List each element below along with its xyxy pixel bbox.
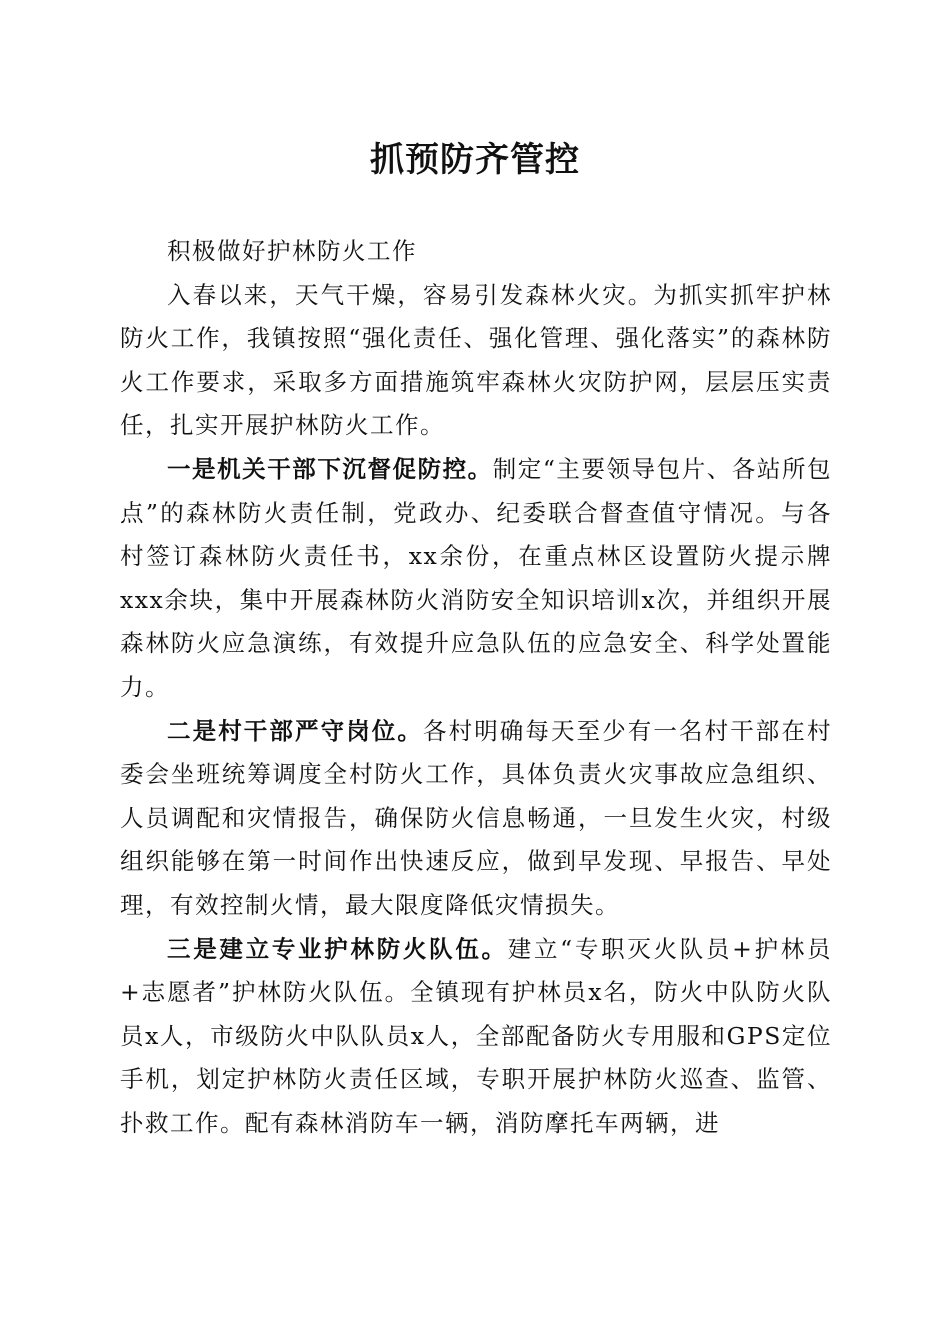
document-title: 抓预防齐管控 bbox=[370, 140, 580, 180]
section-lead-1: 一是机关干部下沉督促防控。 bbox=[167, 454, 493, 483]
section-lead-3: 三是建立专业护林防火队伍。 bbox=[167, 934, 508, 963]
section-text-3: 建立“专职灭火队员+护林员+志愿者”护林防火队伍。全镇现有护林员x名，防火中队防火队员x人，市级防火中队队员x人，全部配备防火专用服和GPS定位手机，划定护林防火责任区域，专职开展护林防火巡查、监管、扑救工作。配有森林消防车一辆，消防摩托车两辆，进 bbox=[120, 934, 832, 1137]
subtitle-paragraph: 积极做好护林防火工作 bbox=[167, 237, 417, 265]
section-paragraph-3 bbox=[120, 928, 832, 1146]
section-lead-2: 二是村干部严守岗位。 bbox=[167, 716, 423, 745]
intro-paragraph: 入春以来，天气干燥，容易引发森林火灾。为抓实抓牢护林防火工作，我镇按照“强化责任、强化管理、强化落实”的森林防火工作要求，采取多方面措施筑牢森林火灾防护网，层层压实责任，扎实开展护林防火工作。 bbox=[120, 280, 832, 440]
section-paragraph-1 bbox=[120, 448, 832, 710]
document-body bbox=[120, 230, 832, 1145]
section-text-1: 制定“主要领导包片、各站所包点”的森林防火责任制，党政办、纪委联合督查值守情况。与各村签订森林防火责任书，xx余份，在重点林区设置防火提示牌xxx余块，集中开展森林防火消防安全知识培训x次，并组织开展森林防火应急演练，有效提升应急队伍的应急安全、科学处置能力。 bbox=[120, 454, 833, 701]
section-paragraph-2 bbox=[120, 710, 832, 928]
section-text-2: 各村明确每天至少有一名村干部在村委会坐班统筹调度全村防火工作，具体负责火灾事故应急组织、人员调配和灾情报告，确保防火信息畅通，一旦发生火灾，村级组织能够在第一时间作出快速反应，做到早发现、早报告、早处理，有效控制火情，最大限度降低灾情损失。 bbox=[120, 716, 832, 919]
